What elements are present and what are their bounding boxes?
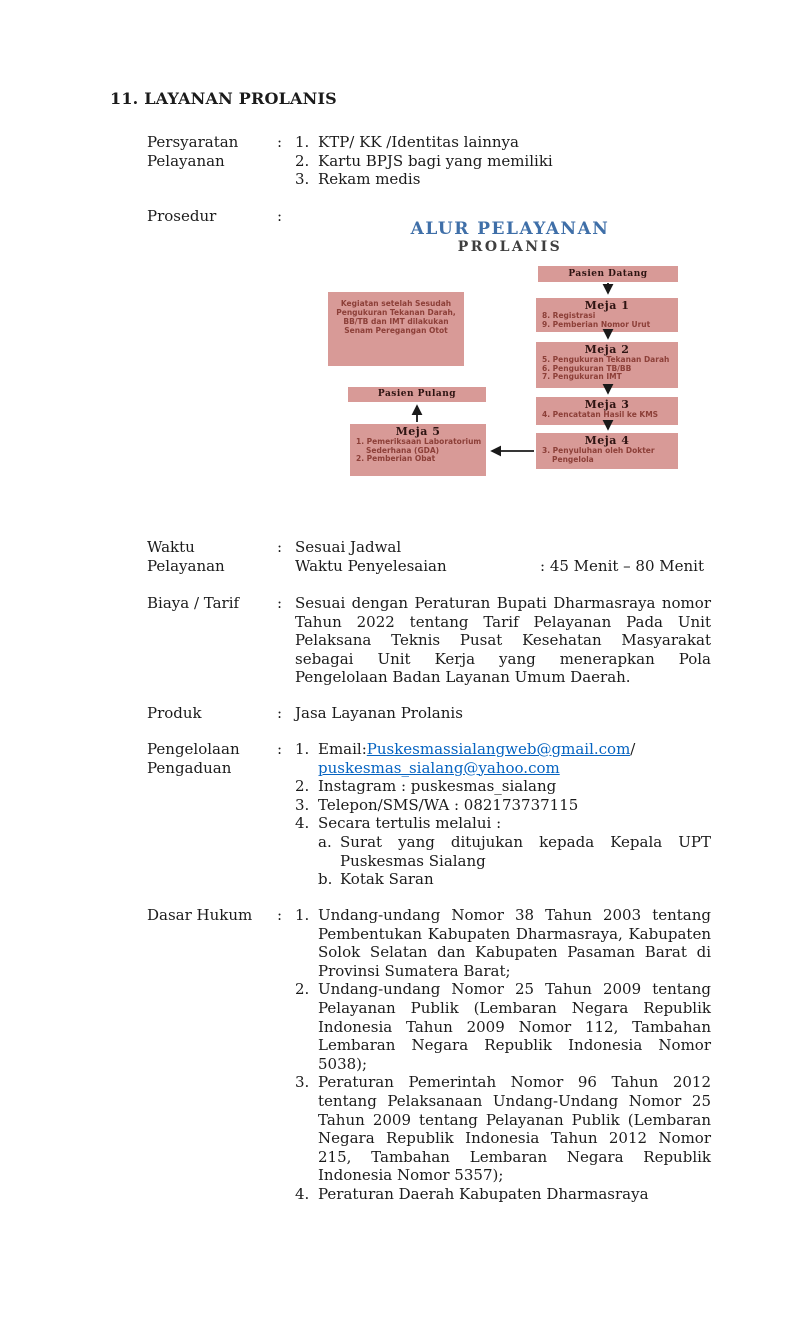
waktu-label-line1: Waktu xyxy=(147,538,195,556)
produk-colon: : xyxy=(277,704,283,722)
prosedur-colon: : xyxy=(277,207,283,225)
meja5-item: 2. Pemberian Obat xyxy=(356,454,436,463)
waktu-penyelesaian-label: Waktu Penyelesaian xyxy=(295,556,447,575)
dasar-hukum-content xyxy=(295,906,711,1204)
email-separator: / xyxy=(630,740,636,758)
waktu-content xyxy=(295,538,711,575)
flowchart-title-line2: PROLANIS xyxy=(457,239,563,255)
item-text: Rekam medis xyxy=(318,170,421,189)
pengaduan-subitems xyxy=(295,833,711,889)
meja4-item: 3. Penyuluhan oleh Dokter Pengelola xyxy=(542,446,655,464)
pengaduan-item-tertulis xyxy=(295,814,711,833)
pengaduan-item-kotak-saran xyxy=(318,870,711,889)
item-number: 3. xyxy=(295,170,310,189)
item-letter: a. xyxy=(318,832,332,851)
email-link-yahoo[interactable]: puskesmas_sialang@yahoo.com xyxy=(318,758,560,777)
meja3-item: 4. Pencatatan Hasil ke KMS xyxy=(542,410,659,419)
list-item xyxy=(295,152,711,171)
pengaduan-item-surat xyxy=(318,833,711,870)
waktu-line2 xyxy=(295,557,711,576)
persyaratan-colon: : xyxy=(277,133,283,151)
waktu-line1: Sesuai Jadwal xyxy=(295,538,402,556)
produk-label: Produk xyxy=(147,704,202,722)
flowchart-box-pasien-datang: Pasien Datang xyxy=(538,266,678,282)
pengaduan-label-line2: Pengaduan xyxy=(147,758,232,777)
item-number: 4. xyxy=(295,814,310,833)
pengaduan-item-telepon xyxy=(295,796,711,815)
pengaduan-item-instagram xyxy=(295,777,711,796)
item-number: 2. xyxy=(295,151,310,170)
prosedur-label: Prosedur xyxy=(147,207,217,225)
item-number: 2. xyxy=(295,777,310,796)
pengaduan-label-line1: Pengelolaan xyxy=(147,740,240,758)
item-text: Peraturan Pemerintah Nomor 96 Tahun 2012 tentang Pelaksanaan Undang-Undang Nomor 25 Tahun 2009 tentang Pelayanan Publik (Lembaran Negara Republik Indonesia Tahun 2012 Nomor 215, Tambahan Lembaran Negara Republik Indonesia Nomor 5357); xyxy=(318,1073,711,1185)
biaya-text: Sesuai dengan Peraturan Bupati Dharmasraya nomor Tahun 2022 tentang Tarif Pelayanan Pada Unit Pelaksana Teknis Pusat Kesehatan Masyarakat sebagai Unit Kerja yang menerapkan Pola Pengelolaan Badan Layanan Umum Daerah. xyxy=(295,594,711,687)
waktu-label xyxy=(147,538,275,575)
persyaratan-content xyxy=(295,133,711,189)
item-text: Surat yang ditujukan kepada Kepala UPT Puskesmas Sialang xyxy=(340,832,711,870)
flowchart-arrows xyxy=(320,220,700,492)
meja2-item: 7. Pengukuran IMT xyxy=(542,372,622,381)
prolanis-flowchart xyxy=(320,220,700,492)
meja5-item: 1. Pemeriksaan Laboratorium Sederhana (GDA) xyxy=(356,437,482,455)
item-text: Secara tertulis melalui : xyxy=(318,814,502,833)
dasar-hukum-item xyxy=(295,906,711,980)
item-text: Undang-undang Nomor 38 Tahun 2003 tentang Pembentukan Kabupaten Dharmasraya, Kabupaten Solok Selatan dan Kabupaten Pasaman Barat di Provinsi Sumatera Barat; xyxy=(318,906,711,980)
item-text: Instagram : puskesmas_sialang xyxy=(318,777,557,796)
pengaduan-colon: : xyxy=(277,740,283,758)
item-number: 2. xyxy=(295,980,310,999)
flowchart-box-pasien-pulang: Pasien Pulang xyxy=(348,387,486,402)
flowchart-title-line1: ALUR PELAYANAN xyxy=(410,219,610,239)
dasar-hukum-item xyxy=(295,980,711,1073)
meja4-heading: Meja 4 xyxy=(584,434,630,447)
item-number: 1. xyxy=(295,906,310,924)
meja1-item: 9. Pemberian Nomor Urut xyxy=(542,319,651,329)
item-number: 1. xyxy=(295,133,310,151)
item-text: Telepon/SMS/WA : 082173737115 xyxy=(318,795,579,814)
persyaratan-label xyxy=(147,133,275,170)
meja3-heading: Meja 3 xyxy=(584,398,630,411)
item-number: 4. xyxy=(295,1184,310,1203)
list-item xyxy=(295,133,711,152)
item-text: Undang-undang Nomor 25 Tahun 2009 tentang Pelayanan Publik (Lembaran Negara Republik Indonesia Tahun 2009 Nomor 112, Tambahan Lembaran Negara Republik Indonesia Nomor 5038); xyxy=(318,980,711,1073)
item-number: 3. xyxy=(295,795,310,814)
dasar-hukum-item xyxy=(295,1185,711,1204)
pengaduan-label xyxy=(147,740,275,777)
meja2-item: 5. Pengukuran Tekanan Darah xyxy=(542,355,670,364)
dasar-hukum-colon: : xyxy=(277,906,283,924)
list-item xyxy=(295,170,711,189)
meja1-heading: Meja 1 xyxy=(584,299,630,312)
meja5-heading: Meja 5 xyxy=(395,425,441,438)
item-number: 3. xyxy=(295,1073,310,1092)
page-title: 11. LAYANAN PROLANIS xyxy=(110,89,337,108)
item-text: Kotak Saran xyxy=(340,870,434,889)
dasar-hukum-item xyxy=(295,1073,711,1185)
item-text: KTP/ KK /Identitas lainnya xyxy=(318,133,519,151)
biaya-label: Biaya / Tarif xyxy=(147,594,240,612)
meja1-item: 8. Registrasi xyxy=(542,311,596,320)
pengaduan-content xyxy=(295,740,711,889)
waktu-penyelesaian-value: : 45 Menit – 80 Menit xyxy=(540,556,705,575)
pengaduan-item-email xyxy=(295,740,711,777)
email-prefix: Email: xyxy=(318,740,367,758)
produk-text: Jasa Layanan Prolanis xyxy=(295,704,463,722)
item-text: Kartu BPJS bagi yang memiliki xyxy=(318,151,553,170)
meja2-heading: Meja 2 xyxy=(584,343,630,356)
waktu-colon: : xyxy=(277,538,283,556)
meja2-item: 6. Pengukuran TB/BB xyxy=(542,363,632,373)
item-letter: b. xyxy=(318,870,333,889)
biaya-colon: : xyxy=(277,594,283,612)
dasar-hukum-label: Dasar Hukum xyxy=(147,906,253,924)
email-link-gmail[interactable]: Puskesmassialangweb@gmail.com xyxy=(366,740,631,758)
item-text: Peraturan Daerah Kabupaten Dharmasraya xyxy=(318,1184,649,1203)
persyaratan-label-line1: Persyaratan xyxy=(147,133,239,151)
persyaratan-label-line2: Pelayanan xyxy=(147,151,225,170)
waktu-label-line2: Pelayanan xyxy=(147,556,225,575)
flowchart-note-box: Kegiatan setelah Sesudah Pengukuran Tekanan Darah, BB/TB dan IMT dilakukan Senam Peregangan Otot xyxy=(328,292,464,366)
item-number: 1. xyxy=(295,740,310,758)
